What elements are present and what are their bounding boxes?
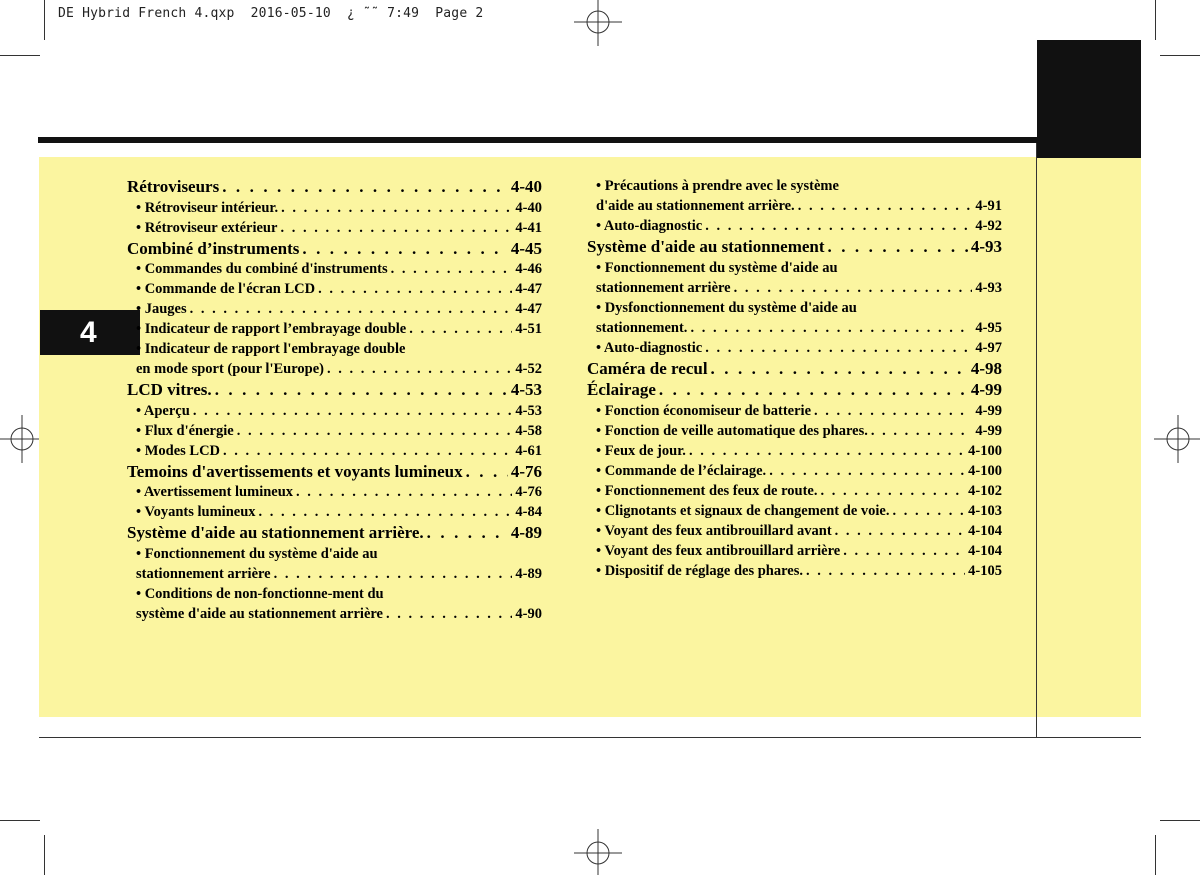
toc-page-number: 4-51 [515, 321, 542, 337]
toc-sub-entry[interactable] [587, 521, 1002, 541]
toc-leader-dots [659, 380, 968, 401]
toc-entry-label: • Rétroviseur intérieur. [136, 199, 279, 216]
toc-entry-label: stationnement arrière [596, 279, 731, 296]
toc-sub-entry[interactable] [587, 401, 1002, 421]
crop-mark [1155, 835, 1156, 875]
toc-column-right [587, 176, 1002, 581]
crop-mark [0, 55, 40, 56]
toc-sub-entry[interactable] [127, 441, 542, 461]
toc-entry-label: en mode sport (pour l'Europe) [136, 361, 324, 377]
toc-page-number: 4-76 [515, 484, 542, 500]
toc-leader-dots [466, 462, 508, 483]
registration-mark-icon [1152, 415, 1200, 463]
toc-heading-entry[interactable] [127, 177, 542, 198]
toc-entry-label: • Clignotants et signaux de changement de voie. [596, 502, 890, 519]
toc-page-number: 4-93 [975, 279, 1002, 296]
toc-sub-entry[interactable] [127, 319, 542, 339]
toc-leader-dots [302, 239, 507, 260]
toc-page-number: 4-99 [970, 380, 1002, 399]
toc-entry-label: système d'aide au stationnement arrière [136, 605, 383, 622]
toc-page-number: 4-76 [510, 461, 542, 481]
toc-leader-dots [690, 318, 972, 338]
toc-page-number: 4-53 [510, 380, 542, 399]
toc-leader-dots [871, 421, 973, 441]
toc-sub-entry[interactable] [127, 421, 542, 441]
toc-page-number: 4-47 [515, 301, 542, 317]
toc-sub-entry[interactable] [587, 541, 1002, 561]
toc-sub-entry[interactable] [127, 604, 542, 624]
header-rule [38, 137, 1038, 143]
toc-page-number: 4-92 [975, 218, 1002, 234]
toc-entry-label: • Commande de l’éclairage. [596, 462, 767, 479]
toc-page-number: 4-45 [510, 238, 542, 258]
toc-page-number: 4-99 [975, 402, 1002, 419]
toc-leader-dots [843, 541, 965, 561]
crop-mark [1155, 0, 1156, 40]
toc-sub-entry[interactable] [587, 561, 1002, 581]
toc-leader-dots [409, 319, 512, 339]
toc-page-number: 4-84 [515, 504, 542, 520]
toc-page-number: 4-52 [515, 361, 542, 377]
toc-page-number: 4-102 [968, 482, 1002, 499]
toc-entry-label: Système d'aide au stationnement arrière. [127, 523, 424, 542]
toc-entry-first-line: • Conditions de non-fonctionne-ment du [136, 585, 384, 602]
toc-entry-label: • Fonction économiseur de batterie [596, 402, 812, 419]
toc-entry-label: • Commandes du combiné d'instruments [136, 261, 388, 277]
toc-sub-entry[interactable] [127, 218, 542, 238]
toc-entry-label: Temoins d'avertissements et voyants lumineux [127, 461, 463, 481]
toc-leader-dots [835, 521, 966, 541]
toc-page-number: 4-41 [515, 219, 542, 236]
toc-entry-label: • Flux d'énergie [136, 422, 234, 439]
toc-leader-dots [386, 604, 512, 624]
toc-leader-dots [318, 279, 512, 299]
toc-entry-label: • Voyant des feux antibrouillard avant [596, 522, 832, 539]
toc-leader-dots [828, 237, 968, 258]
toc-entry-label: • Aperçu [136, 402, 190, 419]
toc-entry-label: Combiné d’instruments [127, 238, 300, 258]
toc-sub-entry[interactable] [587, 461, 1002, 481]
toc-sub-entry[interactable] [587, 501, 1002, 521]
toc-leader-dots [427, 523, 508, 544]
registration-mark-icon [574, 0, 622, 48]
print-header-slug: DE Hybrid French 4.qxp 2016-05-10 ¿ ˜˜ 7:49 Page 2 [58, 6, 484, 21]
toc-leader-dots [280, 218, 512, 238]
column-divider [1036, 143, 1037, 738]
registration-mark-icon [574, 827, 622, 875]
toc-sub-entry[interactable] [127, 279, 542, 299]
toc-entry-label: • Dispositif de réglage des phares. [596, 562, 804, 579]
toc-page-number: 4-91 [975, 198, 1002, 214]
toc-leader-dots [193, 401, 513, 421]
toc-entry-label: • Auto-diagnostic [596, 339, 703, 356]
toc-entry-label: • Avertissement lumineux [136, 484, 294, 500]
toc-column-left [127, 176, 542, 624]
toc-page-number: 4-93 [970, 237, 1002, 256]
toc-page-number: 4-95 [975, 319, 1002, 336]
toc-entry-first-line: • Dysfonctionnement du système d'aide au [596, 299, 857, 316]
toc-page-number: 4-89 [510, 523, 542, 542]
toc-entry-label: • Fonction de veille automatique des phares. [596, 422, 868, 439]
crop-mark [44, 0, 45, 40]
toc-leader-dots [798, 196, 973, 216]
toc-leader-dots [892, 501, 965, 521]
toc-page-number: 4-97 [975, 339, 1002, 356]
crop-mark [0, 820, 40, 821]
toc-page-number: 4-47 [515, 281, 542, 297]
toc-page-number: 4-104 [968, 522, 1002, 539]
crop-mark [1160, 820, 1200, 821]
toc-leader-dots [215, 380, 508, 401]
toc-entry-label: • Indicateur de rapport l’embrayage double [136, 321, 407, 337]
toc-entry-label: Système d'aide au stationnement [587, 237, 825, 256]
toc-entry-label: • Voyants lumineux [136, 504, 256, 520]
toc-page-number: 4-100 [968, 442, 1002, 459]
toc-sub-entry[interactable] [127, 401, 542, 421]
toc-entry-label: stationnement. [596, 319, 688, 336]
toc-page-number: 4-61 [515, 442, 542, 459]
toc-entry-label: LCD vitres. [127, 380, 212, 399]
toc-leader-dots [391, 259, 513, 279]
chapter-number: 4 [80, 316, 97, 349]
toc-page-number: 4-40 [515, 199, 542, 216]
toc-page-number: 4-46 [515, 261, 542, 277]
toc-leader-dots [806, 561, 965, 581]
toc-entry-label: • Jauges [136, 301, 187, 317]
toc-leader-dots [769, 461, 965, 481]
toc-page-number: 4-58 [515, 422, 542, 439]
toc-entry-label: • Modes LCD [136, 442, 221, 459]
toc-entry-label: • Commande de l'écran LCD [136, 281, 316, 297]
toc-sub-entry[interactable] [127, 359, 542, 379]
toc-page-number: 4-100 [968, 462, 1002, 479]
toc-entry-label: • Auto-diagnostic [596, 218, 703, 234]
toc-sub-entry[interactable] [587, 196, 1002, 216]
toc-heading-entry[interactable] [587, 380, 1002, 401]
toc-entry-label: • Voyant des feux antibrouillard arrière [596, 542, 841, 559]
crop-mark [1160, 55, 1200, 56]
toc-sub-entry[interactable] [587, 421, 1002, 441]
toc-leader-dots [259, 502, 513, 522]
toc-entry-label: • Fonctionnement des feux de route. [596, 482, 818, 499]
toc-entry-first-line: • Précautions à prendre avec le système [596, 178, 839, 194]
toc-leader-dots [711, 359, 968, 380]
toc-sub-entry[interactable] [587, 441, 1002, 461]
corner-tab-block [1037, 40, 1141, 158]
toc-entry-label: Éclairage [587, 380, 656, 399]
toc-sub-entry[interactable] [587, 318, 1002, 338]
toc-sub-entry[interactable] [587, 481, 1002, 501]
toc-leader-dots [222, 177, 508, 198]
toc-heading-entry[interactable] [127, 239, 542, 260]
toc-entry-label: stationnement arrière [136, 565, 271, 582]
toc-page-number: 4-104 [968, 542, 1002, 559]
toc-page-number: 4-99 [975, 422, 1002, 439]
toc-entry-label: Rétroviseurs [127, 177, 220, 196]
toc-sub-entry[interactable] [127, 259, 542, 279]
toc-leader-dots [281, 198, 512, 218]
toc-heading-entry[interactable] [587, 237, 1002, 258]
toc-entry-first-line: • Fonctionnement du système d'aide au [596, 259, 838, 276]
toc-heading-entry[interactable] [127, 523, 542, 544]
toc-leader-dots [821, 481, 966, 501]
toc-sub-entry[interactable] [587, 338, 1002, 358]
toc-leader-dots [327, 359, 512, 379]
toc-entry-label: d'aide au stationnement arrière. [596, 198, 795, 214]
toc-leader-dots [734, 278, 973, 298]
toc-entry-first-line: • Indicateur de rapport l'embrayage double [136, 341, 406, 357]
footer-rule [39, 737, 1141, 738]
toc-entry-label: • Feux de jour. [596, 442, 686, 459]
crop-mark [44, 835, 45, 875]
toc-entry-label: Caméra de recul [587, 358, 708, 378]
toc-sub-entry[interactable] [127, 198, 542, 218]
toc-page-number: 4-105 [968, 562, 1002, 579]
toc-page-number: 4-103 [968, 502, 1002, 519]
toc-heading-entry[interactable] [587, 359, 1002, 380]
toc-sub-entry[interactable] [127, 564, 542, 584]
toc-page-number: 4-53 [515, 402, 542, 419]
toc-leader-dots [705, 338, 972, 358]
toc-page-number: 4-40 [510, 177, 542, 196]
toc-sub-entry[interactable] [127, 299, 542, 319]
toc-sub-entry[interactable] [587, 278, 1002, 298]
toc-leader-dots [814, 401, 972, 421]
toc-sub-entry[interactable] [587, 216, 1002, 236]
toc-entry-label: • Rétroviseur extérieur [136, 219, 278, 236]
toc-entry-first-line: • Fonctionnement du système d'aide au [136, 545, 378, 562]
toc-leader-dots [689, 441, 965, 461]
toc-leader-dots [274, 564, 513, 584]
toc-page-number: 4-89 [515, 565, 542, 582]
toc-leader-dots [705, 216, 972, 236]
toc-leader-dots [223, 441, 512, 461]
toc-sub-entry[interactable] [127, 502, 542, 522]
toc-page-number: 4-90 [515, 605, 542, 622]
toc-leader-dots [190, 299, 513, 319]
toc-page-number: 4-98 [970, 358, 1002, 378]
toc-heading-entry[interactable] [127, 380, 542, 401]
toc-heading-entry[interactable] [127, 462, 542, 483]
toc-leader-dots [237, 421, 513, 441]
toc-leader-dots [296, 482, 512, 502]
toc-sub-entry[interactable] [127, 482, 542, 502]
